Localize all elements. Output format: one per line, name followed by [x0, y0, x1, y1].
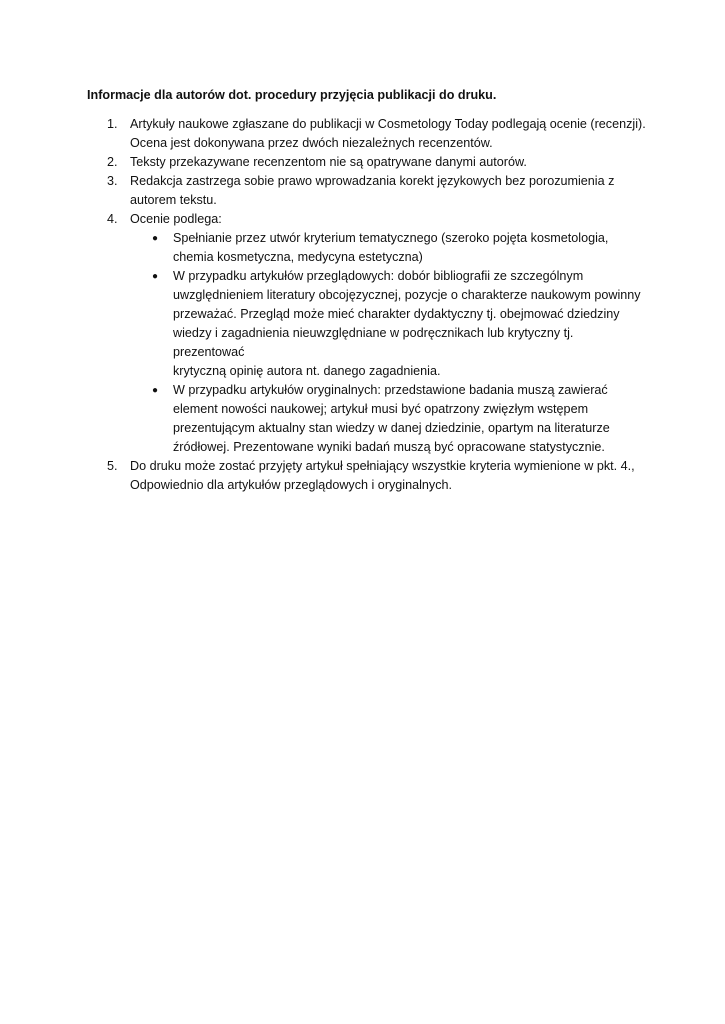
list-item-5	[87, 457, 647, 495]
text-line: Do druku może zostać przyjęty artykuł spełniający wszystkie kryteria wymienione w pkt. 4.,	[130, 459, 635, 473]
list-item-3	[87, 172, 647, 210]
document-content	[87, 86, 647, 495]
list-number: 5.	[107, 459, 118, 473]
text-line: źródłowej. Prezentowane wyniki badań muszą być opracowane statystycznie.	[173, 440, 605, 454]
list-item-1	[87, 115, 647, 153]
list-number: 1.	[107, 117, 118, 131]
text-line: prezentującym aktualny stan wiedzy w danej dziedzinie, opartym na literaturze	[173, 421, 610, 435]
text-line: Artykuły naukowe zgłaszane do publikacji w Cosmetology Today podlegają ocenie (recenzji).	[130, 117, 646, 131]
text-line: autorem tekstu.	[130, 193, 217, 207]
text-line: Redakcja zastrzega sobie prawo wprowadzania korekt językowych bez porozumienia z	[130, 174, 615, 188]
list-number: 3.	[107, 174, 118, 188]
text-line: krytyczną opinię autora nt. danego zagadnienia.	[173, 364, 441, 378]
list-item-4	[87, 210, 647, 457]
numbered-list	[87, 115, 647, 495]
bullet-item-3	[130, 381, 647, 457]
text-line: Spełnianie przez utwór kryterium tematycznego (szeroko pojęta kosmetologia,	[173, 231, 609, 245]
text-line: W przypadku artykułów oryginalnych: przedstawione badania muszą zawierać	[173, 383, 608, 397]
text-line: uwzględnieniem literatury obcojęzycznej, pozycje o charakterze naukowym powinny	[173, 288, 641, 302]
text-line: wiedzy i zagadnienia nieuwzględniane w podręcznikach lub krytyczny tj. prezentować	[173, 326, 574, 359]
list-number: 2.	[107, 155, 118, 169]
list-number: 4.	[107, 212, 118, 226]
bullet-icon: ●	[152, 271, 159, 282]
text-line: Odpowiednio dla artykułów przeglądowych i oryginalnych.	[130, 478, 453, 492]
document-heading: Informacje dla autorów dot. procedury przyjęcia publikacji do druku.	[87, 88, 497, 102]
text-line: element nowości naukowej; artykuł musi być opatrzony zwięzłym wstępem	[173, 402, 589, 416]
bullet-list	[130, 229, 647, 457]
bullet-item-1	[130, 229, 647, 267]
text-line: chemia kosmetyczna, medycyna estetyczna)	[173, 250, 423, 264]
text-line: W przypadku artykułów przeglądowych: dobór bibliografii ze szczególnym	[173, 269, 584, 283]
text-line: Ocena jest dokonywana przez dwóch niezależnych recenzentów.	[130, 136, 493, 150]
text-line: przeważać. Przegląd może mieć charakter dydaktyczny tj. obejmować dziedziny	[173, 307, 620, 321]
text-line: Ocenie podlega:	[130, 212, 222, 226]
text-line: Teksty przekazywane recenzentom nie są opatrywane danymi autorów.	[130, 155, 527, 169]
list-item-2	[87, 153, 647, 172]
bullet-icon: ●	[152, 233, 159, 244]
bullet-item-2	[130, 267, 647, 381]
bullet-icon: ●	[152, 385, 159, 396]
